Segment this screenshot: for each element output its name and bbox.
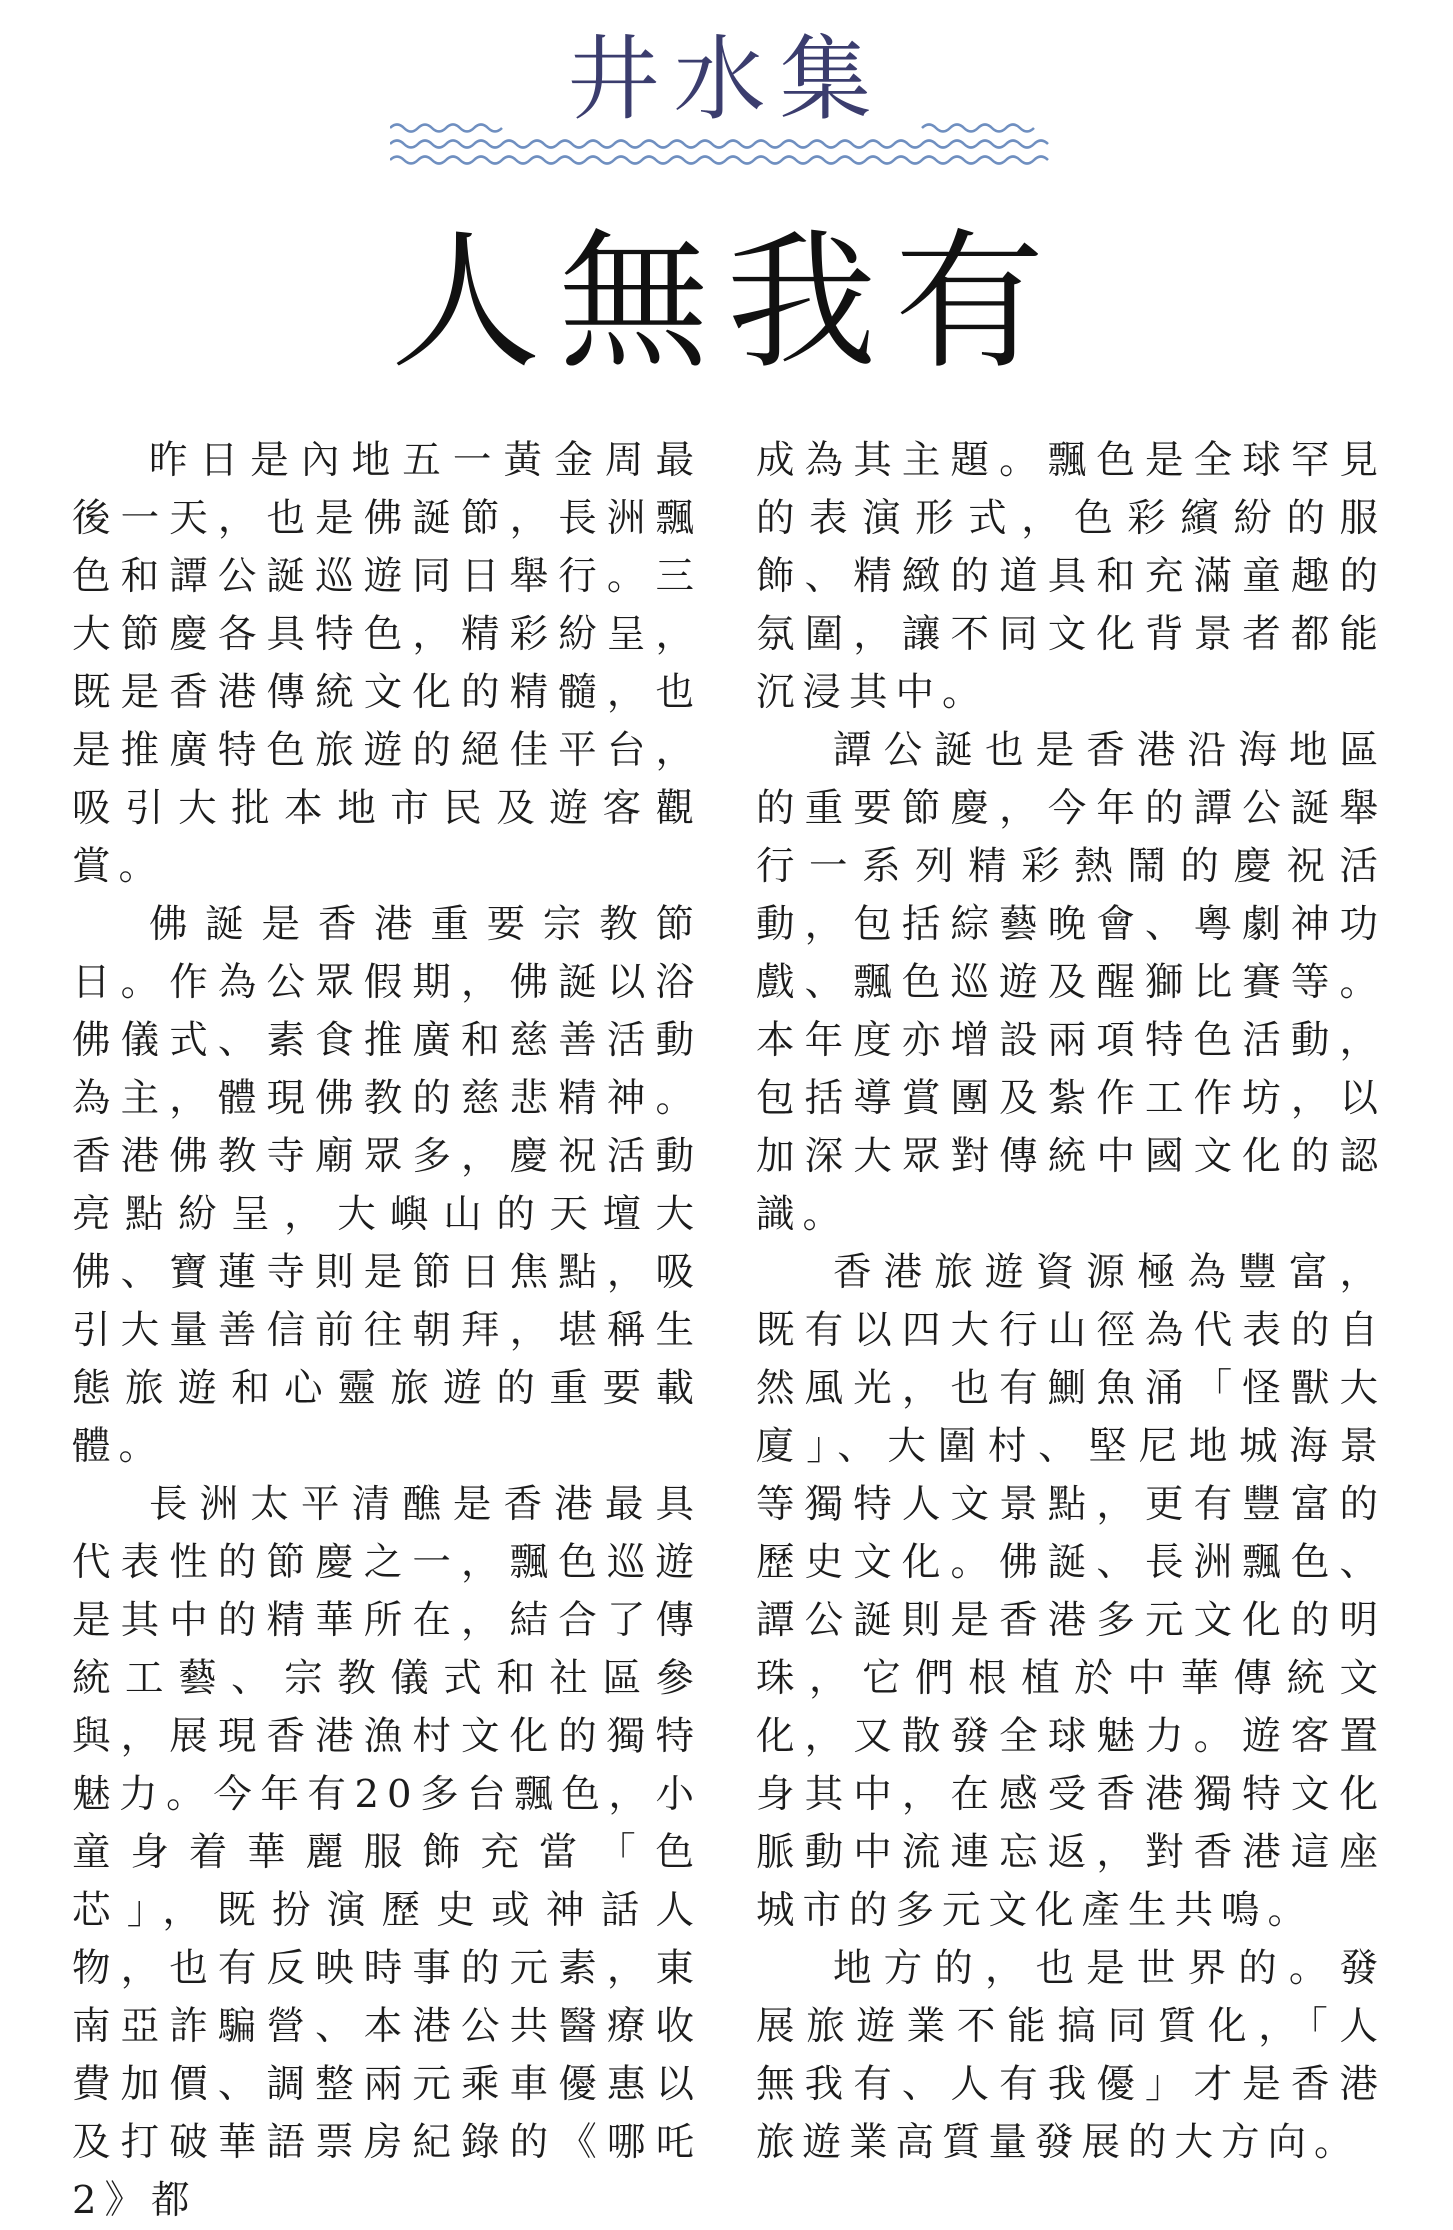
paragraph: 長洲太平清醮是香港最具代表性的節慶之一，飄色巡遊是其中的精華所在，結合了傳統工藝、宗教儀式和社區參與，展現香港漁村文化的獨特魅力。今年有20多台飄色，小童身着華麗服飾充當「色芯」，既扮演歷史或神話人物，也有反映時事的元素，東南亞詐騙營、本港公共醫療收費加價、調整兩元乘車優惠以及打破華語票房紀錄的《哪吒2》都 [72,1482,702,2223]
paragraph: 譚公誕也是香港沿海地區的重要節慶，今年的譚公誕舉行一系列精彩熱鬧的慶祝活動，包括綜藝晚會、粵劇神功戲、飄色巡遊及醒獅比賽等。本年度亦增設兩項特色活動，包括導賞團及紮作工作坊，以加深大眾對傳統中國文化的認識。 [756,728,1386,1237]
column-masthead [0,26,1453,133]
wave-line-right [922,125,1034,132]
paragraph: 昨日是內地五一黃金周最後一天，也是佛誕節，長洲飄色和譚公誕巡遊同日舉行。三大節慶各具特色，精彩紛呈，既是香港傳統文化的精髓，也是推廣特色旅遊的絕佳平台，吸引大批本地市民及遊客觀賞。 [72,438,702,889]
article-column-left [72,432,702,2230]
paragraph: 地方的，也是世界的。發展旅遊業不能搞同質化，「人無我有、人有我優」才是香港旅遊業高質量發展的大方向。 [756,1946,1386,2165]
wave-ornament [390,120,1050,170]
article-column-right [756,432,1386,2172]
column-name: 井水集 [567,26,886,133]
article-headline: 人無我有 [390,216,1063,390]
paragraph: 佛誕是香港重要宗教節日。作為公眾假期，佛誕以浴佛儀式、素食推廣和慈善活動為主，體現佛教的慈悲精神。香港佛教寺廟眾多，慶祝活動亮點紛呈，大嶼山的天壇大佛、寶蓮寺則是節日焦點，吸引大量善信前往朝拜，堪稱生態旅遊和心靈旅遊的重要載體。 [72,902,702,1469]
wave-line-bottom [390,157,1048,164]
wave-line-middle [390,141,1048,148]
paragraph-continuation: 成為其主題。飄色是全球罕見的表演形式，色彩繽紛的服飾、精緻的道具和充滿童趣的氛圍，讓不同文化背景者都能沉浸其中。 [756,438,1386,715]
wave-line-left [390,125,502,132]
paragraph: 香港旅遊資源極為豐富，既有以四大行山徑為代表的自然風光，也有鰂魚涌「怪獸大廈」、大圍村、堅尼地城海景等獨特人文景點，更有豐富的歷史文化。佛誕、長洲飄色、譚公誕則是香港多元文化的明珠，它們根植於中華傳統文化，又散發全球魅力。遊客置身其中，在感受香港獨特文化脈動中流連忘返，對香港這座城市的多元文化產生共鳴。 [756,1250,1386,1933]
